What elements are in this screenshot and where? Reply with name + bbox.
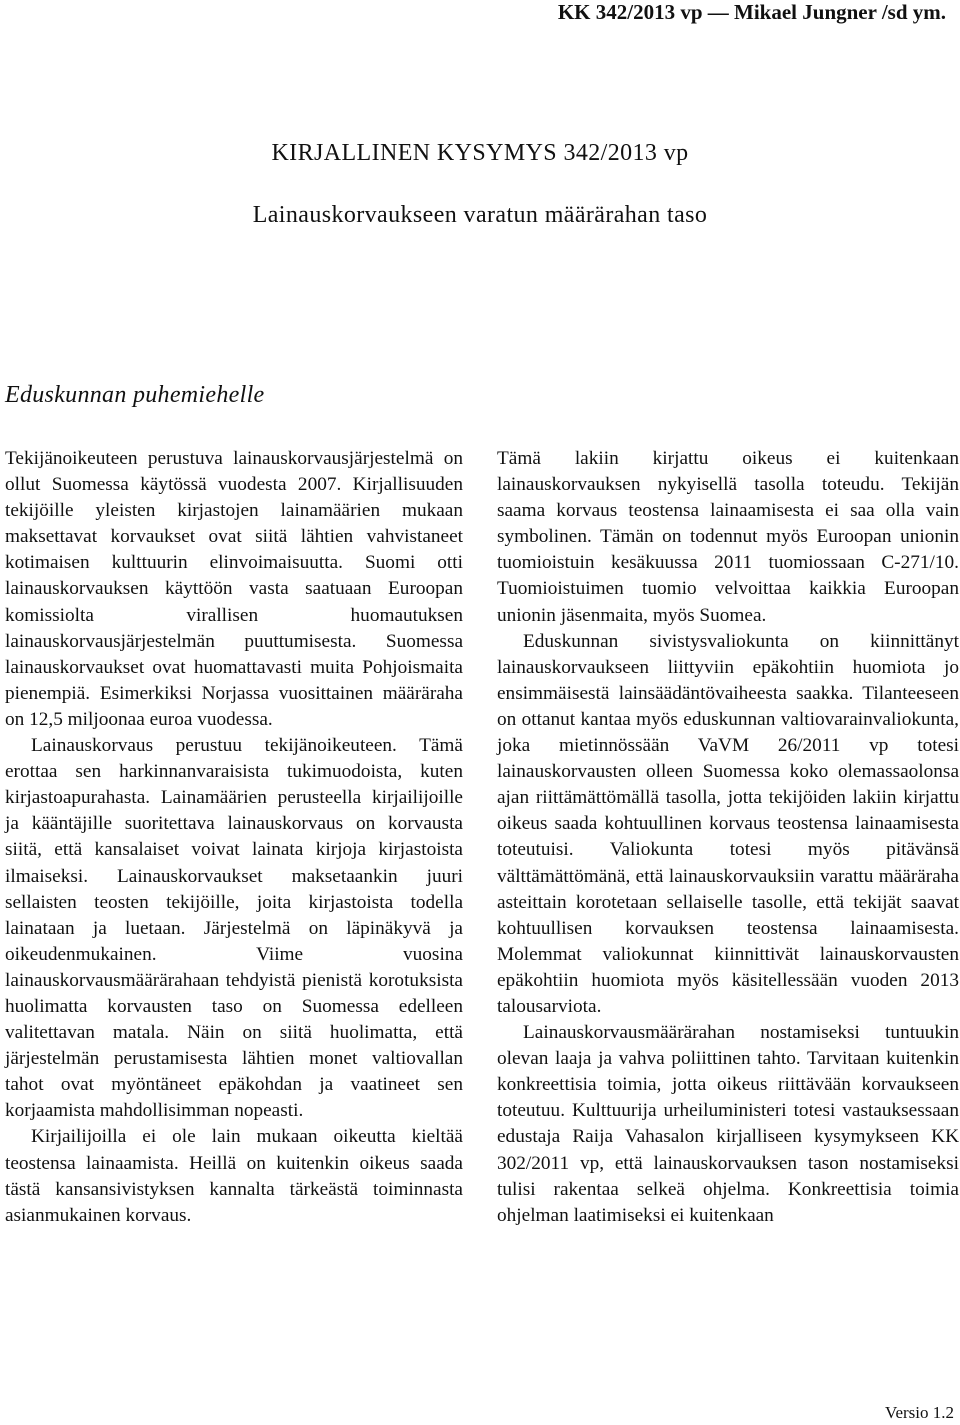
document-subtitle: Lainauskorvaukseen varatun määrärahan taso [252, 202, 708, 228]
left-paragraph-1: Tekijänoikeuteen perustuva lainauskorvausjärjestelmä on ollut Suomessa käytössä vuodesta 2007. Kirjallisuuden tekijöille yleisten kirjastojen lainamäärien mukaan maksettavat korvaukset ovat siitä lähtien vahvistaneet kotimaisen kulttuurin elinvoimaisuutta. Suomi otti lainauskorvauksen käyttöön vasta saatuaan Euroopan komissiolta virallisen huomautuksen lainauskorvausjärjestelmän puuttumisesta. Suomessa lainauskorvaukset ovat huomattavasti muita Pohjoismaita pienempiä. Esimerkiksi Norjassa vuosittainen määräraha on 12,5 miljoonaa euroa vuodessa. [5, 448, 463, 730]
addressee-heading: Eduskunnan puhemiehelle [5, 382, 265, 408]
right-paragraph-2: Eduskunnan sivistysvaliokunta on kiinnittänyt lainauskorvaukseen liittyviin epäkohtiin huomiota jo ensimmäisestä lainsäädäntövaiheesta saakka. Tilanteeseen on ottanut kantaa myös eduskunnan valtiovarainvaliokunta, joka mietinnössään VaVM 26/2011 vp totesi lainauskorvausten olleen Suomessa koko olemassaolonsa ajan riittämättömällä tasolla, jotta tekijöiden lakiin kirjattu oikeus saada kohtuullinen korvaus teostensa lainaamisesta toteutuisi. Valiokunta totesi myös pitävänsä välttämättömänä, että lainauskorvauksiin varattu määräraha asteittain korotetaan sellaiselle tasolle, että tekijät saavat kohtuullisen korvauksen teostensa lainaamisesta. Molemmat valiokunnat kiinnittivät lainauskorvausten epäkohtiin huomiota myös käsitellessään vuoden 2013 talousarviota. [497, 630, 959, 1017]
left-text-column [5, 446, 463, 1229]
document-title: KIRJALLINEN KYSYMYS 342/2013 vp [271, 140, 689, 166]
right-paragraph-3: Lainauskorvausmäärärahan nostamiseksi tuntuukin olevan laaja ja vahva poliittinen tahto. Tarvitaan kuitenkin konkreettisia toimia, jotta oikeus riittävään korvaukseen toteutuu. Kulttuurija urheiluministeri totesi vastauksessaan edustaja Raija Vahasalon kirjalliseen kysymykseen KK 302/2011 vp, että lainauskorvauksen tason nostamiseksi tulisi rakentaa selkeä ohjelma. Konkreettisia toimia ohjelman laatimiseksi ei kuitenkaan [497, 1022, 959, 1226]
right-text-column [497, 446, 959, 1229]
document-reference-header: KK 342/2013 vp — Mikael Jungner /sd ym. [557, 0, 946, 24]
right-paragraph-1: Tämä lakiin kirjattu oikeus ei kuitenkaan lainauskorvauksen nykyisellä tasolla toteudu. Tekijän saama korvaus teostensa lainaamisesta ei saa olla vain symbolinen. Tämän on todennut myös Euroopan unionin tuomioistuin kesäkuussa 2011 tuomiossaan C-271/10. Tuomioistuimen tuomio velvoittaa kaikkia Euroopan unionin jäsenmaita, myös Suomea. [497, 448, 959, 626]
left-paragraph-2: Lainauskorvaus perustuu tekijänoikeuteen. Tämä erottaa sen harkinnanvaraisista tukimuodoista, kuten kirjastoapurahasta. Lainamäärien perusteella kirjailijoille ja kääntäjille suoritettava lainauskorvaus on korvausta siitä, että kansalaiset voivat lainata kirjoja kirjastoista ilmaiseksi. Lainauskorvaukset maksetaankin juuri sellaisten teosten tekijöille, joita kirjastoista todella lainataan ja luetaan. Järjestelmä on läpinäkyvä ja oikeudenmukainen. Viime vuosina lainauskorvausmäärärahaan tehdyistä pienistä korotuksista huolimatta korvausten taso on Suomessa edelleen valitettavan matala. Näin on siitä huolimatta, että järjestelmän perustamisesta lähtien monet valtiovallan tahot ovat myöntäneet epäkohdan ja vaatineet sen korjaamista mahdollisimman nopeasti. [5, 735, 463, 1122]
version-label: Versio 1.2 [885, 1403, 954, 1422]
left-paragraph-3: Kirjailijoilla ei ole lain mukaan oikeutta kieltää teostensa lainaamista. Heillä on kuitenkin oikeus saada tästä kansansivistyksen kannalta tärkeästä toiminnasta asianmukainen korvaus. [5, 1126, 463, 1226]
